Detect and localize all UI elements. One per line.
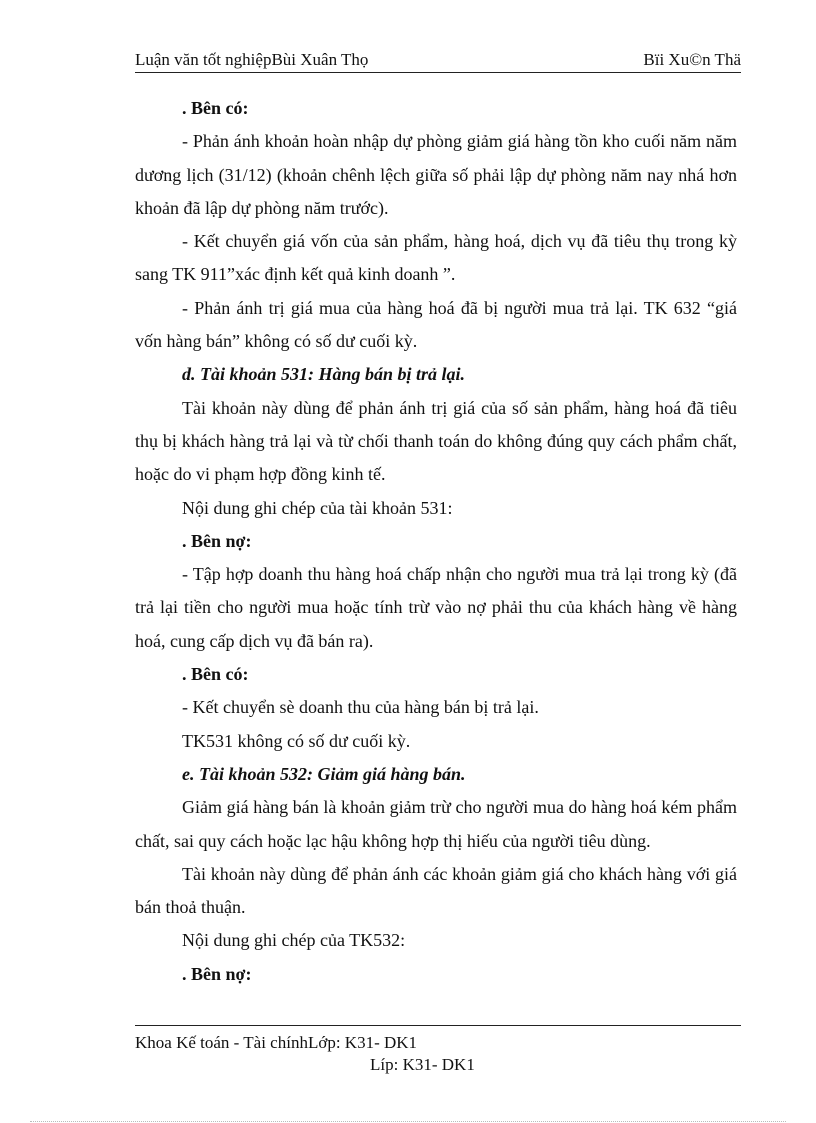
paragraph: Nội dung ghi chép của tài khoản 531:	[182, 497, 453, 518]
paragraph: - Tập hợp doanh thu hàng hoá chấp nhận cho người mua trả lại trong kỳ (đã trả lại tiền cho người mua hoặc tính trừ vào nợ phải thu của khách hàng về hàng hoá, cung cấp dịch vụ đã bán ra).	[135, 564, 737, 651]
paragraph: - Kết chuyển sè doanh thu của hàng bán bị trả lại.	[182, 697, 539, 718]
header-title: Luận văn tốt nghiệpBùi Xuân Thọ	[135, 50, 369, 69]
paragraph: TK531 không có số dư cuối kỳ.	[182, 730, 411, 751]
paragraph: - Kết chuyển giá vốn của sản phẩm, hàng hoá, dịch vụ đã tiêu thụ trong kỳ sang TK 911”xác định kết quả kinh doanh ”.	[135, 231, 737, 285]
page-edge-divider	[30, 1121, 786, 1122]
footer-line-2: Líp: K31- DK1	[370, 1055, 475, 1074]
section-heading-532: e. Tài khoản 532: Giảm giá hàng bán.	[182, 763, 466, 784]
section-label-ben-no: . Bên nợ:	[182, 963, 252, 984]
paragraph: Giảm giá hàng bán là khoản giảm trừ cho người mua do hàng hoá kém phẩm chất, sai quy cách hoặc lạc hậu không hợp thị hiếu của người tiêu dùng.	[135, 797, 737, 851]
section-label-ben-co: . Bên có:	[182, 98, 249, 118]
footer-line-1: Khoa Kế toán - Tài chínhLớp: K31- DK1	[135, 1033, 418, 1052]
section-label-ben-co: . Bên có:	[182, 664, 249, 685]
document-body	[135, 92, 737, 991]
header-author: Bïi Xu©n Thä	[643, 50, 741, 69]
paragraph: Tài khoản này dùng để phản ánh trị giá của số sản phẩm, hàng hoá đã tiêu thụ bị khách hàng trả lại và từ chối thanh toán do không đúng quy cách phẩm chất, hoặc do vi phạm hợp đồng kinh tế.	[135, 397, 737, 485]
section-label-ben-no: . Bên nợ:	[182, 530, 252, 551]
page-header	[135, 50, 741, 73]
section-heading-531: d. Tài khoản 531: Hàng bán bị trả lại.	[182, 364, 466, 385]
page-footer	[135, 1025, 741, 1076]
paragraph: - Phản ánh khoản hoàn nhập dự phòng giảm giá hàng tồn kho cuối năm năm dương lịch (31/12) (khoản chênh lệch giữa số phải lập dự phòng năm nay nhá hơn khoản đã lập dự phòng năm trước).	[135, 131, 737, 218]
paragraph: Nội dung ghi chép của TK532:	[182, 930, 406, 951]
paragraph: Tài khoản này dùng để phản ánh các khoản giảm giá cho khách hàng với giá bán thoả thuận.	[135, 863, 737, 918]
paragraph: - Phản ánh trị giá mua của hàng hoá đã bị người mua trả lại. TK 632 “giá vốn hàng bán” không có số dư cuối kỳ.	[135, 297, 737, 352]
